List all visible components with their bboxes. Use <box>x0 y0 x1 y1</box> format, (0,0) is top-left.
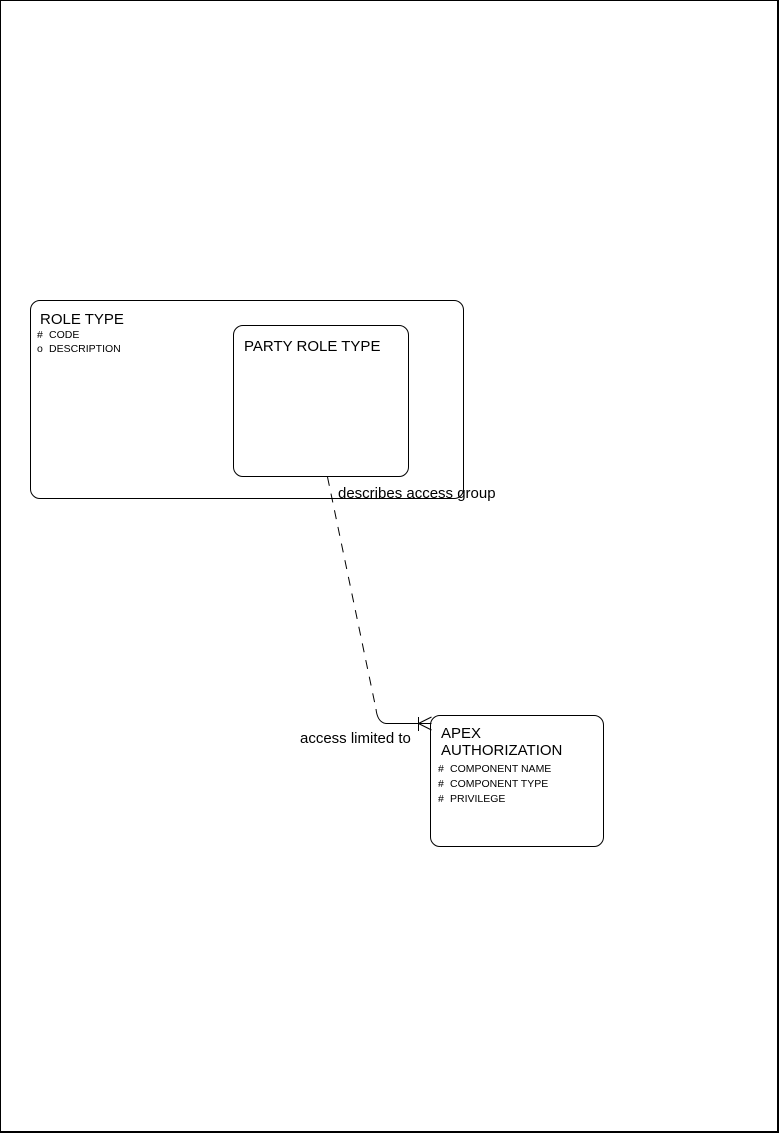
attribute-row <box>438 792 551 807</box>
attribute-marker: # <box>438 793 444 805</box>
attribute-label: COMPONENT TYPE <box>450 778 549 790</box>
attribute-row <box>37 342 121 356</box>
attribute-marker: # <box>438 778 444 790</box>
entity-apex-authorization[interactable] <box>430 715 604 847</box>
attribute-label: PRIVILEGE <box>450 793 506 805</box>
attribute-row <box>438 762 551 777</box>
attribute-label: DESCRIPTION <box>49 343 121 355</box>
attribute-label: CODE <box>49 329 80 341</box>
attribute-row <box>438 777 551 792</box>
attribute-list <box>438 762 551 807</box>
relationship-label-describes-access-group: describes access group <box>338 485 496 502</box>
attribute-marker: # <box>37 329 43 341</box>
relationship-label-access-limited-to: access limited to <box>300 730 411 747</box>
entity-title: PARTY ROLE TYPE <box>244 338 381 355</box>
entity-title: APEX AUTHORIZATION <box>441 725 563 759</box>
attribute-label: COMPONENT NAME <box>450 763 552 775</box>
relationship-optional-segment <box>328 477 377 709</box>
entity-title: ROLE TYPE <box>40 311 124 328</box>
attribute-list <box>37 328 121 356</box>
attribute-row <box>37 328 121 342</box>
attribute-marker: o <box>37 343 43 355</box>
relationship-mandatory-segment <box>376 709 419 724</box>
entity-role-type[interactable] <box>30 300 464 499</box>
relationship-line <box>1 1 779 1133</box>
attribute-marker: # <box>438 763 444 775</box>
entity-party-role-type[interactable] <box>233 325 409 477</box>
